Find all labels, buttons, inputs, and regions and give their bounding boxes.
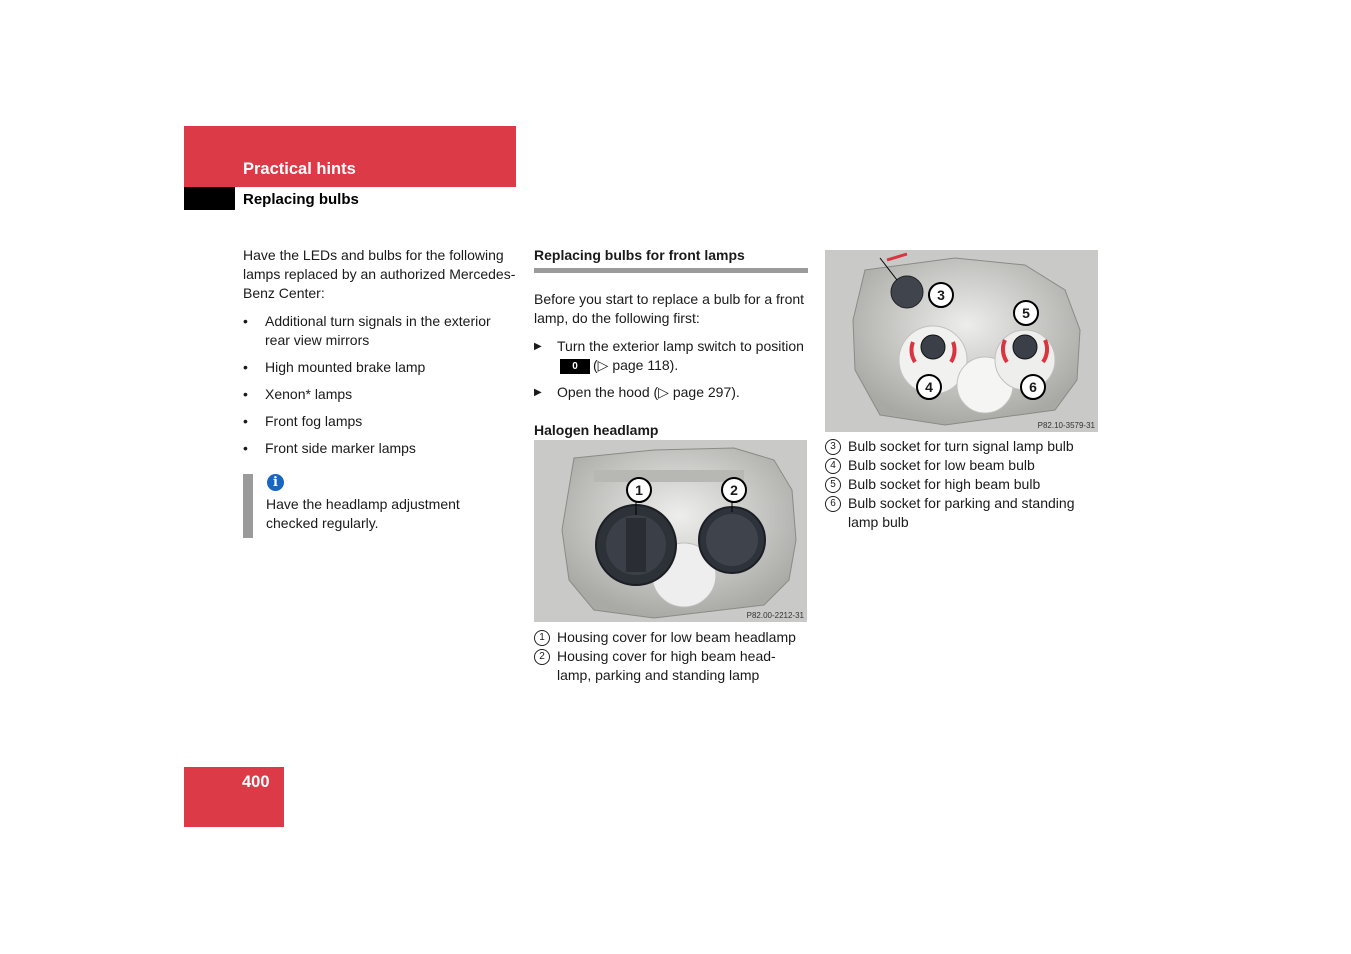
step-text: Open the hood (▷ page 297). [557, 384, 740, 400]
legend-item [534, 628, 809, 647]
list-item-text: Front fog lamps [265, 413, 363, 429]
list-item [243, 312, 518, 350]
section-tab-marker [184, 187, 235, 210]
list-item [243, 439, 518, 458]
bulb-sockets-illustration [825, 250, 1098, 432]
legend-number: 1 [534, 630, 550, 646]
legend-number: 2 [534, 649, 550, 665]
legend-text: Housing cover for low beam headlamp [557, 629, 796, 645]
legend-number: 4 [825, 458, 841, 474]
list-item [243, 385, 518, 404]
bullet: • [243, 413, 248, 429]
info-text: Have the headlamp adjustment checked regularly. [266, 496, 460, 531]
step-item [534, 337, 808, 375]
info-bar [243, 474, 253, 538]
legend-text: Bulb socket for parking and standing lamp bulb [848, 495, 1075, 530]
section-title: Practical hints [243, 160, 356, 178]
intro-paragraph: Have the LEDs and bulbs for the following lamps replaced by an authorized Mercedes-Benz Center: [243, 247, 516, 301]
list-item [243, 412, 518, 431]
callout-3-marker: 3 [928, 282, 954, 308]
legend-text: Housing cover for high beam head-lamp, parking and standing lamp [557, 648, 776, 683]
prep-paragraph: Before you start to replace a bulb for a front lamp, do the following first: [534, 291, 805, 326]
arrow-right-icon: ▶ [534, 387, 542, 398]
legend-item [825, 437, 1100, 456]
callout-6-marker: 6 [1020, 374, 1046, 400]
legend-number: 6 [825, 496, 841, 512]
figure-code: P82.00-2212-31 [746, 611, 804, 620]
section-heading: Replacing bulbs for front lamps [534, 246, 808, 273]
bullet: • [243, 359, 248, 375]
list-item-text: Front side marker lamps [265, 440, 416, 456]
middle-column [534, 246, 808, 447]
legend-text: Bulb socket for high beam bulb [848, 476, 1041, 492]
bullet: • [243, 386, 248, 402]
page-number-box [184, 767, 284, 827]
legend-number: 5 [825, 477, 841, 493]
legend-text: Bulb socket for low beam bulb [848, 457, 1035, 473]
figure-code: P82.10-3579-31 [1037, 421, 1095, 430]
page-subtitle: Replacing bulbs [243, 191, 359, 208]
callout-5-marker: 5 [1013, 300, 1039, 326]
bullet: • [243, 313, 248, 329]
list-item-text: High mounted brake lamp [265, 359, 426, 375]
lamp-list [243, 312, 518, 458]
page-number: 400 [242, 773, 270, 791]
figure1-legend [534, 628, 809, 685]
bullet: • [243, 440, 248, 456]
info-icon: i [267, 474, 284, 491]
figure2-legend [825, 437, 1100, 532]
legend-item [534, 647, 809, 685]
list-item-text: Xenon* lamps [265, 386, 353, 402]
callout-2-marker: 2 [721, 477, 747, 503]
legend-text: Bulb socket for turn signal lamp bulb [848, 438, 1074, 454]
left-column [243, 246, 518, 466]
headlamp-rear-figure [534, 440, 807, 622]
headlamp-illustration [534, 440, 807, 622]
bulb-sockets-figure [825, 250, 1098, 432]
legend-item [825, 475, 1100, 494]
callout-1-marker: 1 [626, 477, 652, 503]
switch-position-key: 0 [560, 359, 590, 374]
list-item [243, 358, 518, 377]
callout-4-marker: 4 [916, 374, 942, 400]
arrow-right-icon: ▶ [534, 341, 542, 352]
list-item-text: Additional turn signals in the exterior rear view mirrors [265, 313, 491, 348]
legend-item [825, 494, 1100, 532]
subheading: Halogen headlamp [534, 422, 659, 438]
legend-number: 3 [825, 439, 841, 455]
legend-item [825, 456, 1100, 475]
info-note [243, 474, 513, 538]
page-reference: (▷ page 118). [593, 357, 679, 373]
step-item [534, 383, 808, 402]
step-text: Turn the exterior lamp switch to position [557, 338, 804, 354]
